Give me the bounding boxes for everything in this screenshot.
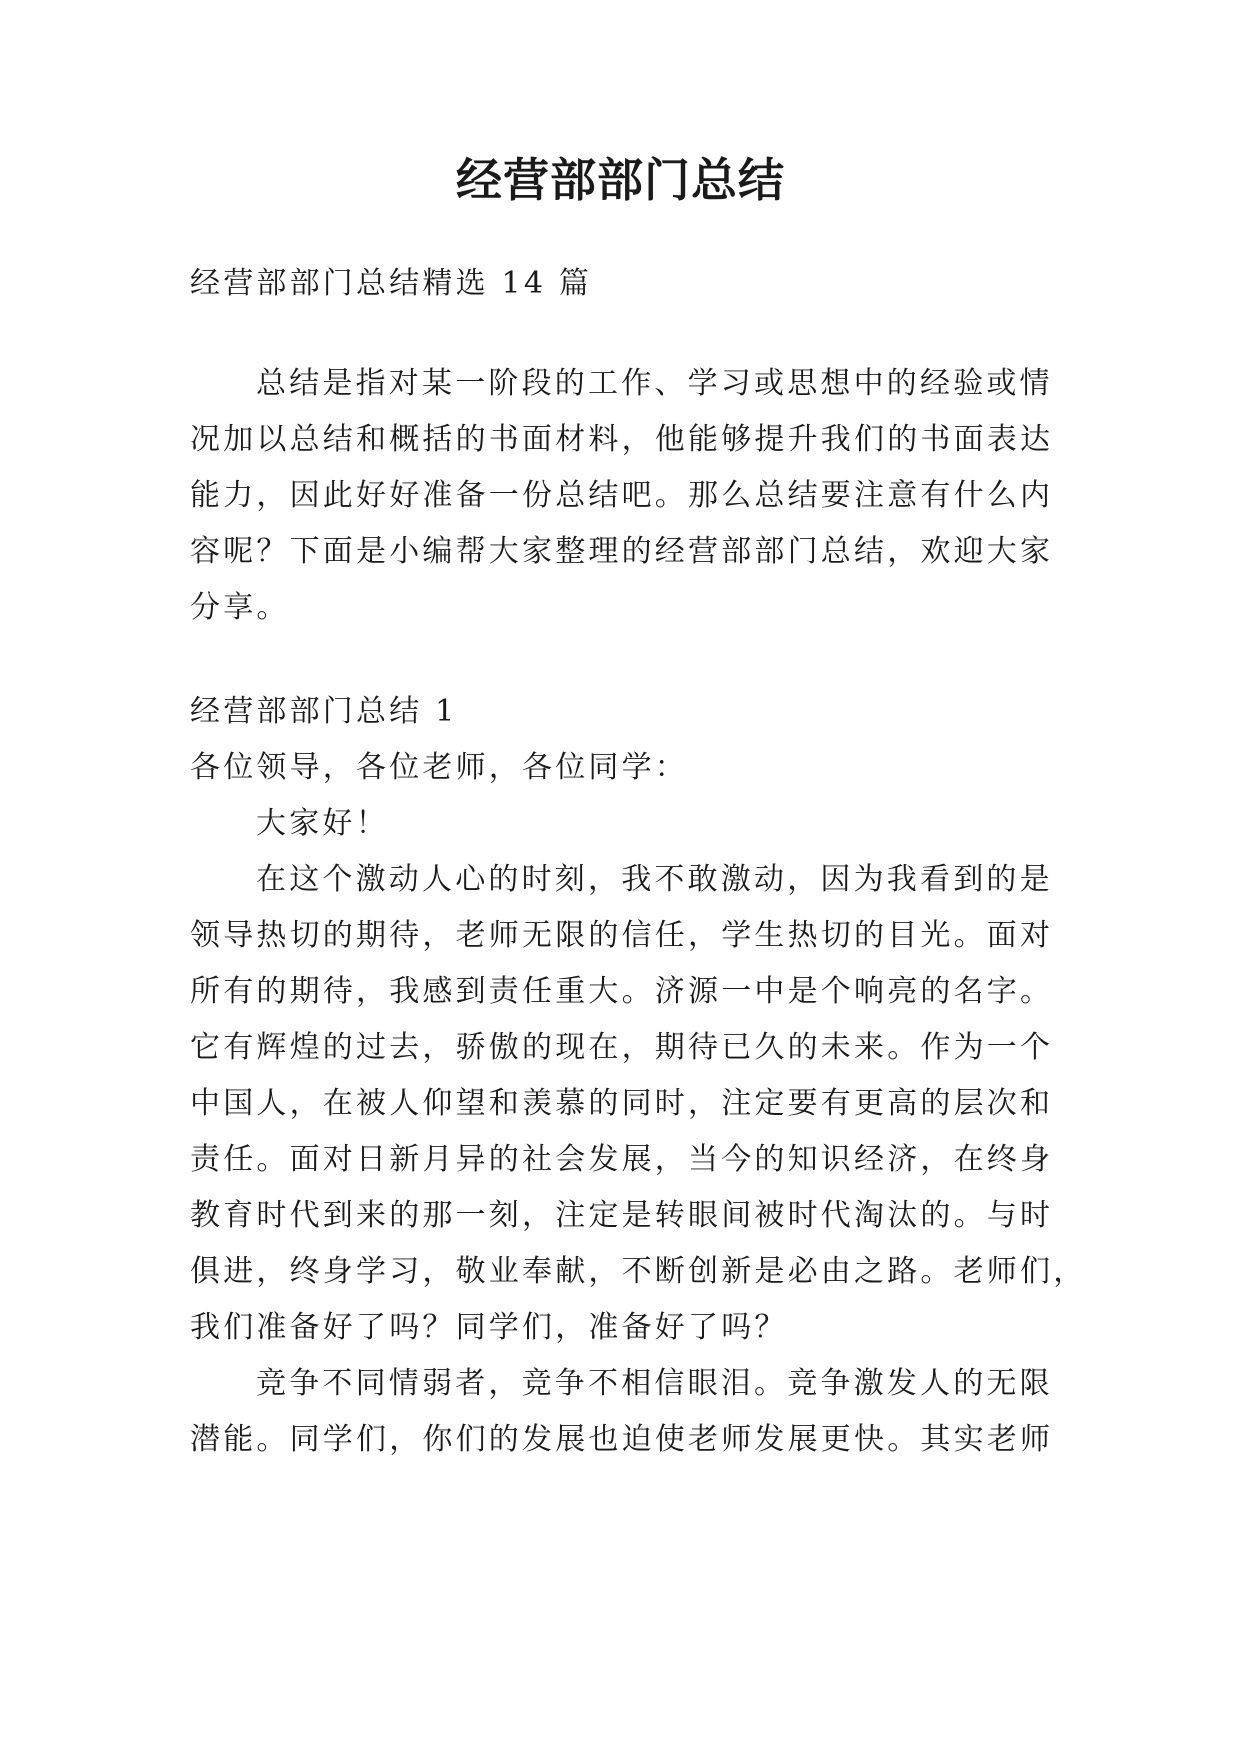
intro-line: 能力，因此好好准备一份总结吧。那么总结要注意有什么内 xyxy=(190,478,1054,513)
paragraph-line: 俱进，终身学习，敬业奉献，不断创新是必由之路。老师们， xyxy=(190,1254,1087,1289)
document-subtitle: 经营部部门总结精选 14 篇 xyxy=(190,266,593,301)
paragraph-line: 在这个激动人心的时刻，我不敢激动，因为我看到的是 xyxy=(256,862,1053,897)
greeting: 大家好！ xyxy=(256,806,389,841)
paragraph-line: 责任。面对日新月异的社会发展，当今的知识经济，在终身 xyxy=(190,1142,1054,1177)
paragraph-line: 我们准备好了吗？同学们，准备好了吗？ xyxy=(190,1310,788,1345)
paragraph-line: 中国人，在被人仰望和羡慕的同时，注定要有更高的层次和 xyxy=(190,1086,1054,1121)
paragraph-line: 它有辉煌的过去，骄傲的现在，期待已久的未来。作为一个 xyxy=(190,1030,1054,1065)
document-title: 经营部部门总结 xyxy=(456,153,785,207)
paragraph-line: 教育时代到来的那一刻，注定是转眼间被时代淘汰的。与时 xyxy=(190,1198,1054,1233)
intro-line: 总结是指对某一阶段的工作、学习或思想中的经验或情 xyxy=(256,366,1053,401)
paragraph-line: 领导热切的期待，老师无限的信任，学生热切的目光。面对 xyxy=(190,918,1054,953)
section-heading: 经营部部门总结 1 xyxy=(190,694,458,729)
paragraph-line: 所有的期待，我感到责任重大。济源一中是个响亮的名字。 xyxy=(190,974,1054,1009)
intro-line: 分享。 xyxy=(190,590,290,625)
paragraph-line: 竞争不同情弱者，竞争不相信眼泪。竞争激发人的无限 xyxy=(256,1366,1053,1401)
paragraph-line: 潜能。同学们，你们的发展也迫使老师发展更快。其实老师 xyxy=(190,1422,1054,1457)
intro-line: 况加以总结和概括的书面材料，他能够提升我们的书面表达 xyxy=(190,422,1054,457)
salutation: 各位领导，各位老师，各位同学： xyxy=(190,750,688,785)
intro-line: 容呢？下面是小编帮大家整理的经营部部门总结，欢迎大家 xyxy=(190,534,1054,569)
